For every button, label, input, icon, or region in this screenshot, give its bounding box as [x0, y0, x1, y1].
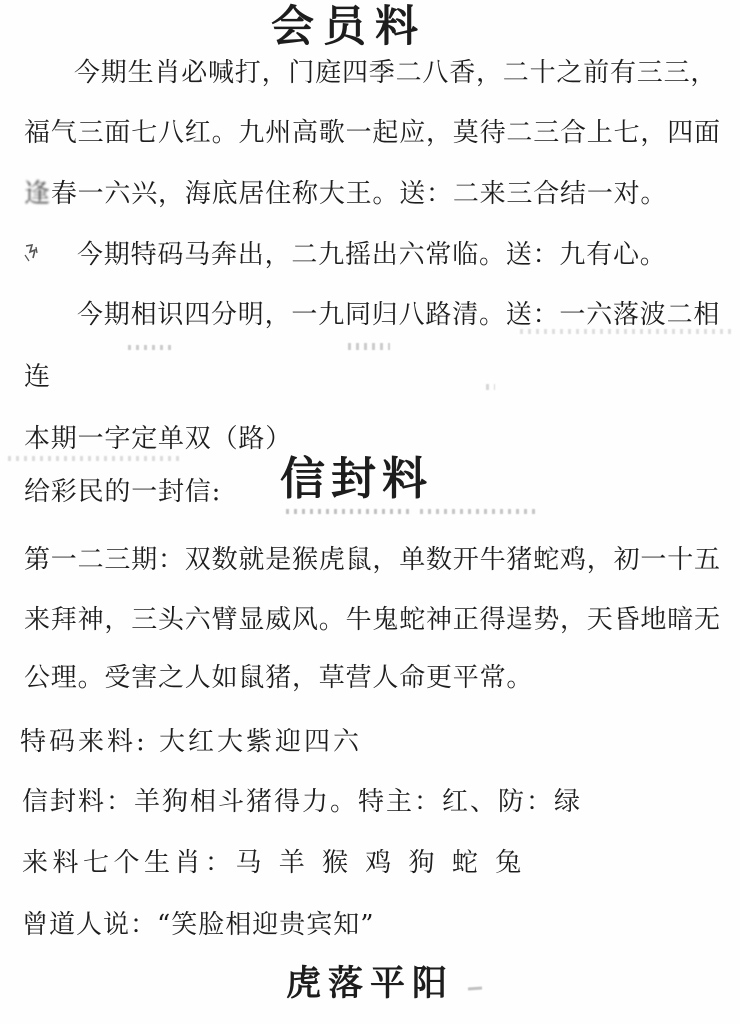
faded-print-smudge: [286, 509, 412, 514]
letter-to-punters-label: 给彩民的一封信:: [24, 477, 222, 507]
scan-noise-speck: [520, 329, 732, 334]
member-paragraph3-line2: 连: [24, 362, 51, 392]
member-paragraph2-line1: 今期特码马奔出，二九摇出六常临。送：九有心。: [77, 240, 667, 270]
special-code-tip-line: 特码来料: 大红大紫迎四六: [20, 727, 363, 757]
damaged-print-character: 逢: [24, 179, 51, 209]
single-double-line: 本期一字定单双（路）: [24, 424, 293, 454]
zengdaoren-quote-line: 曾道人说：“笑脸相迎贵宾知”: [22, 910, 375, 940]
envelope-section-title: 信封料: [280, 452, 434, 505]
member-paragraph3-line1: 今期相识四分明，一九同归八路清。送：一六落波二相: [77, 300, 721, 330]
envelope-paragraph-line1: 第一二三期：双数就是猴虎鼠，单数开牛猪蛇鸡，初一十五: [24, 545, 721, 575]
member-paragraph1-line1: 今期生肖必喊打，门庭四季二八香，二十之前有三三，: [74, 58, 718, 88]
scan-noise-speck: [348, 343, 390, 350]
member-section-title: 会员料: [271, 2, 427, 52]
member-paragraph1-line3-text: 春一六兴，海底居住称大王。送：二来三合结一对。: [50, 179, 668, 209]
scan-noise-speck: [8, 456, 180, 461]
scan-noise-speck: [486, 384, 495, 390]
member-paragraph1-line3: [24, 179, 667, 210]
scan-noise-speck: [128, 345, 174, 350]
envelope-tip-line: 信封料：羊狗相斗猪得力。特主：红、防：绿: [22, 787, 583, 817]
seven-zodiac-line: 来料七个生肖：马 羊 猴 鸡 狗 蛇 兔: [22, 848, 526, 878]
envelope-paragraph-line3: 公理。受害之人如鼠猪，草营人命更平常。: [24, 663, 534, 693]
faded-print-smudge: [420, 509, 536, 514]
margin-ink-smudge-mark: [22, 243, 42, 267]
member-paragraph1-line2: 福气三面七八红。九州高歌一起应，莫待二三合上七，四面: [24, 118, 721, 148]
envelope-paragraph-line2: 来拜神，三头六臂显威风。牛鬼蛇神正得逞势，天昏地暗无: [24, 605, 721, 635]
footer-idiom-title: 虎落平阳: [285, 963, 454, 1004]
